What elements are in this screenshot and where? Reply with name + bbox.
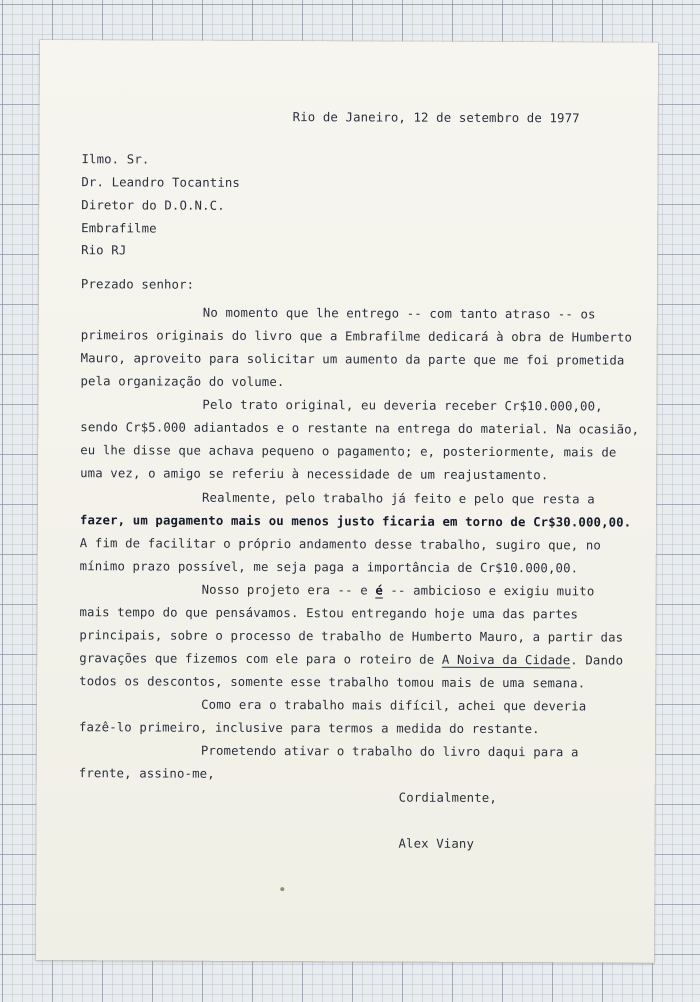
recipient-position: Diretor do D.O.N.C. — [81, 198, 225, 213]
recipient-organization: Embrafilme — [81, 221, 157, 236]
body-line: Realmente, pelo trabalho já feito e pelo que resta a — [201, 490, 595, 507]
letter-page — [36, 40, 658, 963]
text-segment: gravações que fizemos com ele para o roteiro de — [79, 651, 442, 667]
body-line: No momento que lhe entrego -- com tanto atraso -- os — [202, 305, 596, 322]
body-line: principais, sobre o processo de trabalho de Humberto Mauro, a partir das — [79, 628, 624, 645]
body-line — [202, 584, 595, 598]
body-line: Prometendo ativar o trabalho do livro daqui para a — [200, 743, 579, 760]
film-title: A Noiva da Cidade — [441, 652, 571, 668]
body-line: eu lhe disse que achava pequeno o pagamento; e, posteriormente, mais de — [80, 443, 617, 460]
body-line: uma vez, o amigo se referiu à necessidade de um reajustamento. — [80, 466, 549, 483]
body-line: Como era o trabalho mais difícil, achei que deveria — [201, 697, 587, 714]
closing: Cordialmente, — [398, 790, 497, 806]
body-line: todos os descontos, somente esse trabalho tomou mais de uma semana. — [79, 674, 586, 691]
body-line: frente, assino-me, — [78, 766, 215, 781]
place-date: Rio de Janeiro, 12 de setembro de 1977 — [292, 110, 580, 126]
body-line: primeiros originais do livro que a Embrafilme dedicará à obra de Humberto — [80, 328, 633, 345]
signature: Alex Viany — [398, 836, 475, 851]
recipient-city: Rio RJ — [81, 243, 127, 258]
body-line: A fim de facilitar o próprio andamento desse trabalho, sugiro que, no — [79, 536, 602, 553]
body-line — [79, 652, 623, 667]
body-line: mínimo prazo possível, me seja paga a importância de Cr$10.000,00. — [79, 559, 579, 576]
body-line: Mauro, aproveito para solicitar um aumento da parte que me foi prometida — [80, 351, 625, 368]
underlined-word: é — [375, 583, 383, 598]
body-line: pela organização do volume. — [80, 374, 285, 390]
recipient-title: Ilmo. Sr. — [81, 152, 150, 167]
salutation: Prezado senhor: — [80, 277, 195, 292]
body-line: Pelo trato original, eu deveria receber Cr$10.000,00, — [202, 397, 603, 414]
body-line: sendo Cr$5.000 adiantados e o restante na entrega do material. Na ocasião, — [80, 420, 640, 437]
text-segment: . Dando — [570, 653, 624, 668]
paper-spot — [280, 887, 284, 891]
body-line: mais tempo do que pensávamos. Estou entregando hoje uma das partes — [79, 605, 579, 622]
text-segment: Nosso projeto era -- e — [201, 582, 376, 598]
body-line: fazê-lo primeiro, inclusive para termos a medida do restante. — [78, 720, 540, 737]
text-segment: -- ambicioso e exigiu muito — [382, 583, 595, 599]
recipient-name: Dr. Leandro Tocantins — [81, 175, 241, 190]
body-line: fazer, um pagamento mais ou menos justo ficaria em torno de Cr$30.000,00. — [79, 513, 632, 530]
